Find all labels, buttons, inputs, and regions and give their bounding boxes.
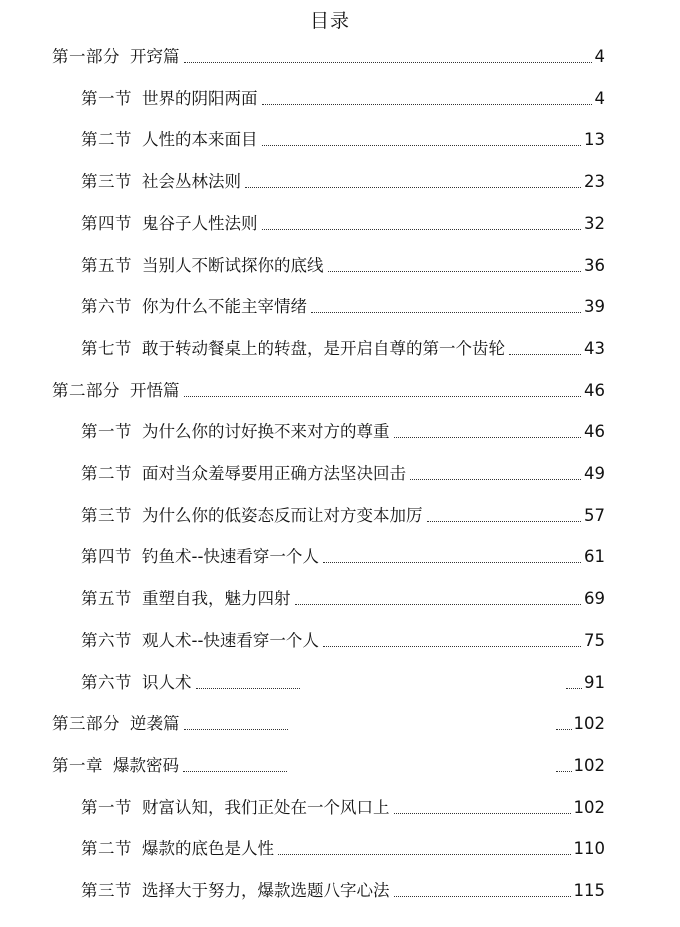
toc-entry-page: 4	[594, 88, 605, 108]
toc-dot-leader	[278, 854, 571, 855]
toc-dot-leader	[556, 729, 572, 730]
toc-dot-leader	[311, 312, 581, 313]
toc-dot-leader	[556, 771, 572, 772]
toc-title: 目录	[309, 10, 350, 32]
toc-entry[interactable]	[52, 42, 605, 68]
toc-entry-label: 为什么你的讨好换不来对方的尊重	[142, 422, 390, 442]
toc-entry-label: 你为什么不能主宰情绪	[142, 297, 307, 317]
toc-entry-number: 第三部分	[52, 714, 120, 734]
toc-entry[interactable]	[81, 542, 605, 568]
toc-dot-leader	[566, 688, 582, 689]
toc-entry-label: 选择大于努力，爆款选题八字心法	[142, 881, 390, 900]
toc-entry-page: 115	[573, 881, 605, 900]
toc-entry-page: 57	[584, 505, 605, 525]
toc-entry[interactable]	[81, 209, 605, 235]
toc-entry[interactable]	[81, 501, 605, 527]
toc-dot-leader	[196, 688, 300, 689]
toc-dot-leader	[323, 646, 581, 647]
toc-entry-label: 鬼谷子人性法则	[142, 213, 258, 233]
toc-dot-leader	[183, 771, 287, 772]
toc-entry-number: 第一部分	[52, 47, 120, 66]
toc-entry[interactable]	[81, 459, 605, 485]
toc-entry[interactable]	[81, 251, 605, 277]
toc-entry[interactable]	[81, 626, 605, 652]
toc-entry-number: 第七节	[81, 338, 132, 358]
toc-entry-label: 社会丛林法则	[142, 172, 241, 192]
toc-entry-page: 69	[584, 589, 605, 609]
toc-entry-page: 102	[573, 797, 605, 817]
toc-entry[interactable]	[81, 292, 605, 318]
toc-entry-page: 39	[584, 297, 605, 317]
toc-entry-number: 第六节	[81, 630, 132, 650]
toc-entry-page: 36	[584, 255, 605, 275]
toc-entry-number: 第三节	[81, 505, 132, 525]
toc-entry-page: 102	[573, 755, 605, 775]
toc-dot-leader	[245, 187, 581, 188]
toc-entry-label: 钓鱼术--快速看穿一个人	[142, 547, 319, 567]
toc-entry[interactable]	[81, 84, 605, 110]
toc-entry[interactable]	[81, 834, 605, 860]
toc-entry-page: 75	[584, 630, 605, 650]
toc-entry[interactable]	[81, 793, 605, 819]
toc-entry-number: 第二部分	[52, 380, 120, 400]
toc-dot-leader	[394, 896, 571, 897]
toc-entry-page: 32	[584, 213, 605, 233]
toc-dot-leader	[323, 562, 581, 563]
toc-entry-page: 49	[584, 464, 605, 483]
toc-entry[interactable]	[81, 584, 605, 610]
toc-entry-number: 第三节	[81, 172, 132, 192]
toc-dot-leader	[509, 354, 581, 355]
toc-entry-page: 13	[584, 130, 605, 150]
toc-entry-number: 第二节	[81, 130, 132, 150]
toc-entry[interactable]	[81, 876, 605, 902]
toc-entry[interactable]	[81, 167, 605, 193]
toc-dot-leader	[262, 104, 592, 105]
toc-entry[interactable]	[81, 668, 605, 694]
toc-entry-number: 第一节	[81, 797, 132, 817]
toc-entry-page: 46	[584, 380, 605, 400]
toc-dot-leader	[262, 145, 582, 146]
toc-entry-number: 第五节	[81, 589, 132, 609]
toc-entry[interactable]	[52, 709, 605, 735]
toc-entry[interactable]	[81, 334, 605, 360]
toc-entry-label: 开窍篇	[130, 47, 180, 66]
toc-entry-page: 23	[584, 172, 605, 192]
toc-entry-label: 敢于转动餐桌上的转盘，是开启自尊的第一个齿轮	[142, 338, 505, 358]
toc-entry-number: 第一节	[81, 422, 132, 442]
toc-entry-label: 为什么你的低姿态反而让对方变本加厉	[142, 505, 423, 525]
toc-dot-leader	[328, 271, 582, 272]
toc-entry-label: 世界的阴阳两面	[142, 88, 258, 108]
toc-entry-page: 61	[584, 547, 605, 567]
toc-entry-label: 重塑自我，魅力四射	[142, 589, 291, 609]
toc-entry-label: 人性的本来面目	[142, 130, 258, 150]
toc-entry[interactable]	[52, 751, 605, 777]
toc-dot-leader	[184, 62, 592, 63]
toc-entry-page: 43	[584, 338, 605, 358]
toc-dot-leader	[394, 437, 582, 438]
toc-entry-label: 识人术	[142, 672, 192, 692]
toc-dot-leader	[410, 479, 581, 480]
toc-entry-label: 当别人不断试探你的底线	[142, 255, 324, 275]
toc-entry-number: 第六节	[81, 672, 132, 692]
toc-entry-number: 第四节	[81, 213, 132, 233]
toc-dot-leader	[427, 521, 582, 522]
toc-entry-label: 面对当众羞辱要用正确方法坚决回击	[142, 464, 406, 483]
toc-entry-page: 102	[573, 714, 605, 734]
toc-entry-number: 第三节	[81, 881, 132, 900]
toc-entry-number: 第四节	[81, 547, 132, 567]
toc-entry-label: 观人术--快速看穿一个人	[142, 630, 319, 650]
toc-entry-label: 开悟篇	[130, 380, 180, 400]
toc-entry-label: 爆款的底色是人性	[142, 839, 274, 859]
toc-entry-page: 4	[594, 47, 605, 66]
toc-entry-page: 46	[584, 422, 605, 442]
toc-entry-number: 第六节	[81, 297, 132, 317]
toc-entry-number: 第二节	[81, 464, 132, 483]
toc-entry[interactable]	[52, 376, 605, 402]
toc-entry-page: 91	[584, 672, 605, 692]
toc-dot-leader	[295, 604, 582, 605]
toc-entry[interactable]	[81, 417, 605, 443]
toc-entry-number: 第一章	[52, 755, 103, 775]
toc-dot-leader	[184, 729, 288, 730]
toc-entry-page: 110	[573, 839, 605, 859]
toc-entry-label: 爆款密码	[113, 755, 179, 775]
toc-entry-number: 第二节	[81, 839, 132, 859]
toc-dot-leader	[262, 229, 582, 230]
toc-dot-leader	[184, 396, 582, 397]
toc-dot-leader	[394, 813, 571, 814]
toc-entry-number: 第五节	[81, 255, 132, 275]
toc-entry-number: 第一节	[81, 88, 132, 108]
toc-entry-label: 逆袭篇	[130, 714, 180, 734]
toc-entry-label: 财富认知，我们正处在一个风口上	[142, 797, 390, 817]
toc-entry[interactable]	[81, 125, 605, 151]
